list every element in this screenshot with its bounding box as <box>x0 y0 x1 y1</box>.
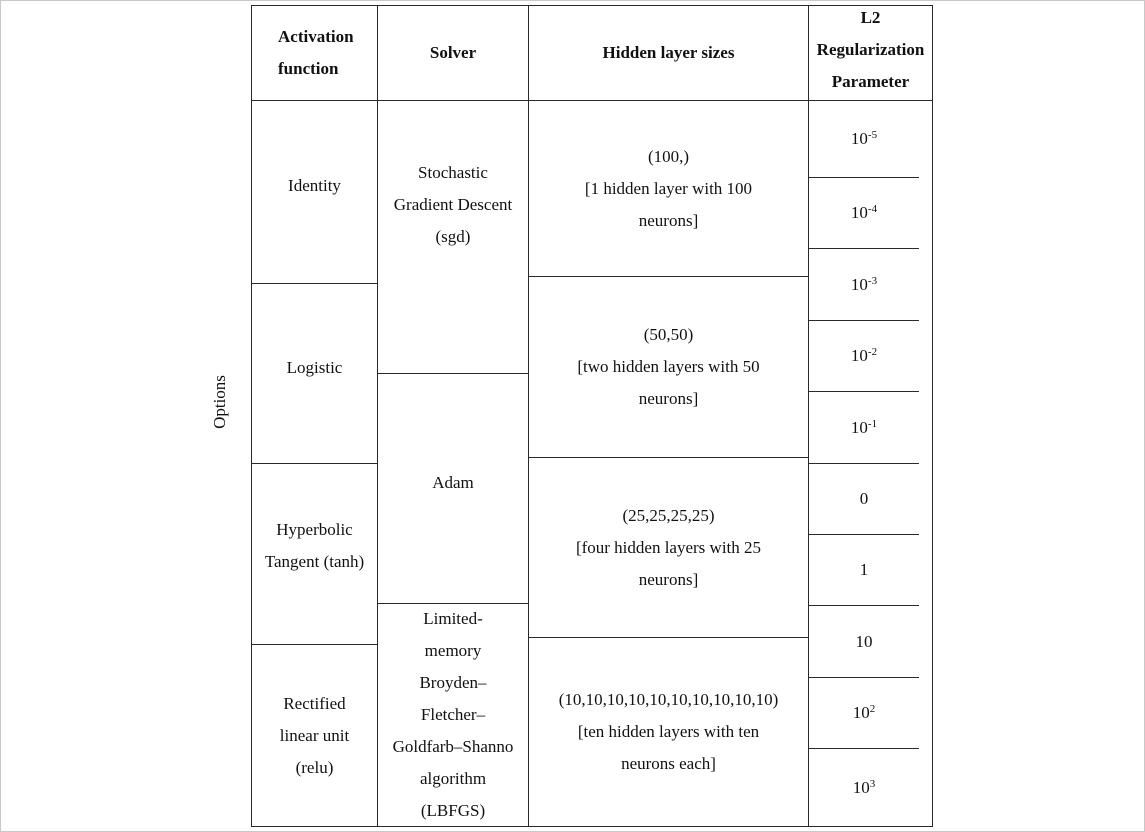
l2-value <box>853 772 876 804</box>
solver-cell <box>378 101 528 373</box>
activation-cell <box>252 284 377 463</box>
options-side-label: Options <box>210 375 229 429</box>
l2-value-exponent: -4 <box>867 203 878 215</box>
header-l2-regularization <box>809 6 932 100</box>
solver-cell-line: Adam <box>432 472 474 492</box>
l2-value-base: 10 <box>850 129 868 148</box>
l2-value <box>851 269 877 301</box>
solver-cell-line: Goldfarb–Shanno <box>392 737 514 756</box>
l2-value-base: 10 <box>850 417 868 437</box>
solver-cell-line: memory <box>424 641 482 660</box>
solver-cell-line: algorithm <box>419 769 487 788</box>
l2-value-cell <box>809 321 919 391</box>
l2-value-exponent: 2 <box>869 703 876 715</box>
l2-value <box>851 123 877 155</box>
l2-value-exponent: -1 <box>867 417 878 430</box>
solver-cell-line: Gradient Descent <box>393 195 513 214</box>
hidden-layer-cell-line: [four hidden layers with 25 <box>575 537 762 557</box>
l2-value-cell <box>809 392 919 463</box>
header-hidden-layer-sizes-line: Hidden layer sizes <box>602 43 735 62</box>
hidden-layer-cell-line: [1 hidden layer with 100 <box>584 178 753 198</box>
activation-cell <box>252 101 377 283</box>
header-l2-regularization-line: Parameter <box>831 72 910 91</box>
header-solver <box>378 6 528 100</box>
activation-cell-line: Logistic <box>286 357 343 377</box>
header-activation-function-line: function <box>278 59 339 78</box>
l2-value <box>851 197 877 229</box>
l2-value-exponent: 3 <box>869 777 876 790</box>
l2-value-exponent: -3 <box>867 274 878 287</box>
hidden-layer-cell-line: neurons each] <box>621 754 716 773</box>
hidden-layer-cell-line: (100,) <box>647 146 690 166</box>
hidden-layer-cell-line: [ten hidden layers with ten <box>577 722 760 741</box>
l2-value-cell <box>809 606 919 677</box>
hidden-layer-cell-line: (10,10,10,10,10,10,10,10,10,10) <box>558 690 779 709</box>
hidden-layer-cell-line: neurons] <box>638 569 699 589</box>
solver-cell-line: (sgd) <box>435 227 471 246</box>
l2-value <box>856 626 873 658</box>
header-activation-function-line: Activation <box>278 27 354 46</box>
l2-value-base: 0 <box>859 489 869 508</box>
l2-value-cell <box>809 178 919 248</box>
l2-value-cell <box>809 749 919 826</box>
table-bottom-border <box>251 826 933 827</box>
activation-cell <box>252 645 377 826</box>
activation-cell-line: Identity <box>288 176 341 195</box>
header-l2-regularization-line: Regularization <box>816 40 925 59</box>
l2-value-base: 10 <box>852 703 870 722</box>
l2-value-cell <box>809 464 919 534</box>
l2-value-base: 1 <box>859 560 869 579</box>
hidden-layer-cell <box>529 638 808 826</box>
l2-value <box>860 483 869 515</box>
l2-value-base: 10 <box>855 631 873 651</box>
l2-value-base: 10 <box>850 346 868 365</box>
l2-value-cell <box>809 678 919 748</box>
solver-cell-line: Broyden– <box>419 673 487 692</box>
l2-value-exponent: -2 <box>867 346 878 358</box>
hidden-layer-cell-line: neurons] <box>638 389 699 408</box>
solver-cell-line: Limited- <box>423 609 483 628</box>
solver-cell-line: (LBFGS) <box>420 801 486 820</box>
header-solver-line: Solver <box>429 43 477 62</box>
hidden-layer-cell <box>529 458 808 637</box>
l2-value-exponent: -5 <box>867 129 878 141</box>
l2-value <box>851 340 877 372</box>
column-divider-4 <box>932 5 933 827</box>
header-l2-regularization-line: L2 <box>860 8 881 27</box>
header-hidden-layer-sizes <box>529 6 808 100</box>
hidden-layer-cell-line: neurons] <box>638 210 699 230</box>
l2-value <box>860 554 869 586</box>
l2-value <box>851 412 877 444</box>
l2-value-cell <box>809 535 919 605</box>
activation-cell-line: linear unit <box>279 725 350 745</box>
l2-value-base: 10 <box>852 777 870 797</box>
l2-value-cell <box>809 101 919 177</box>
solver-cell <box>378 604 528 826</box>
activation-cell-line: Hyperbolic <box>276 520 353 539</box>
l2-value-cell <box>809 249 919 320</box>
activation-cell-line: (relu) <box>295 757 334 777</box>
activation-cell-line: Tangent (tanh) <box>264 552 365 571</box>
l2-value-base: 10 <box>850 274 868 294</box>
hidden-layer-cell <box>529 277 808 457</box>
l2-value-base: 10 <box>850 203 868 222</box>
l2-value <box>853 697 876 729</box>
solver-cell-line: Fletcher– <box>420 705 486 724</box>
activation-cell <box>252 464 377 644</box>
activation-cell-line: Rectified <box>283 693 346 713</box>
hidden-layer-cell-line: (50,50) <box>643 325 694 344</box>
solver-cell <box>378 374 528 603</box>
hidden-layer-cell <box>529 101 808 276</box>
hidden-layer-cell-line: (25,25,25,25) <box>622 505 715 525</box>
hidden-layer-cell-line: [two hidden layers with 50 <box>577 357 760 376</box>
solver-cell-line: Stochastic <box>418 163 488 182</box>
header-activation-function <box>252 6 377 100</box>
